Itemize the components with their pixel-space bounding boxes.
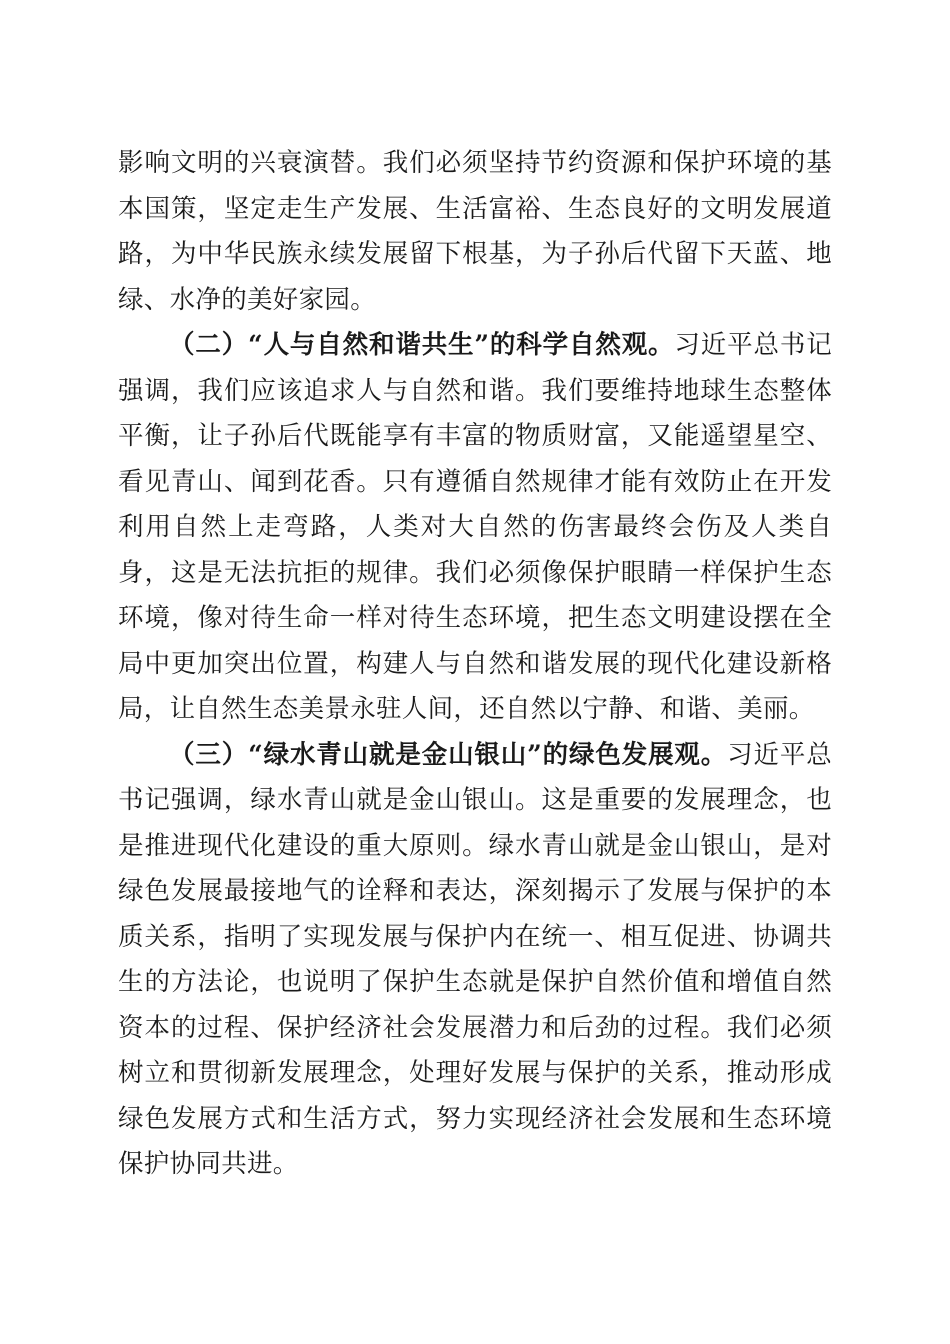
paragraph-continuation xyxy=(118,141,832,323)
body-text xyxy=(118,141,832,1188)
section-heading-2: （二）“人与自然和谐共生”的科学自然观。 xyxy=(169,330,675,360)
paragraph-text: 习近平总书记强调，我们应该追求人与自然和谐。我们要维持地球生态整体平衡，让子孙后代既能享有丰富的物质财富，又能遥望星空、看见青山、闻到花香。只有遵循自然规律才能有效防止在开发利用自然上走弯路，人类对大自然的伤害最终会伤及人类自身，这是无法抗拒的规律。我们必须像保护眼睛一样保护生态环境，像对待生命一样对待生态环境，把生态文明建设摆在全局中更加突出位置，构建人与自然和谐发展的现代化建设新格局，让自然生态美景永驻人间，还自然以宁静、和谐、美丽。 xyxy=(118,330,832,724)
section-heading-3: （三）“绿水青山就是金山银山”的绿色发展观。 xyxy=(169,739,728,770)
paragraph-text: 习近平总书记强调，绿水青山就是金山银山。这是重要的发展理念，也是推进现代化建设的重大原则。绿水青山就是金山银山，是对绿色发展最接地气的诠释和表达，深刻揭示了发展与保护的本质关系，指明了实现发展与保护内在统一、相互促进、协调共生的方法论，也说明了保护生态就是保护自然价值和增值自然资本的过程、保护经济社会发展潜力和后劲的过程。我们必须树立和贯彻新发展理念，处理好发展与保护的关系，推动形成绿色发展方式和生活方式，努力实现经济社会发展和生态环境保护协同共进。 xyxy=(118,739,833,1179)
paragraph-natural-view xyxy=(118,323,832,733)
paragraph-green-development xyxy=(118,733,832,1188)
paragraph-text: 影响文明的兴衰演替。我们必须坚持节约资源和保护环境的基本国策，坚定走生产发展、生活富裕、生态良好的文明发展道路，为中华民族永续发展留下根基，为子孙后代留下天蓝、地绿、水净的美好家园。 xyxy=(118,148,832,315)
